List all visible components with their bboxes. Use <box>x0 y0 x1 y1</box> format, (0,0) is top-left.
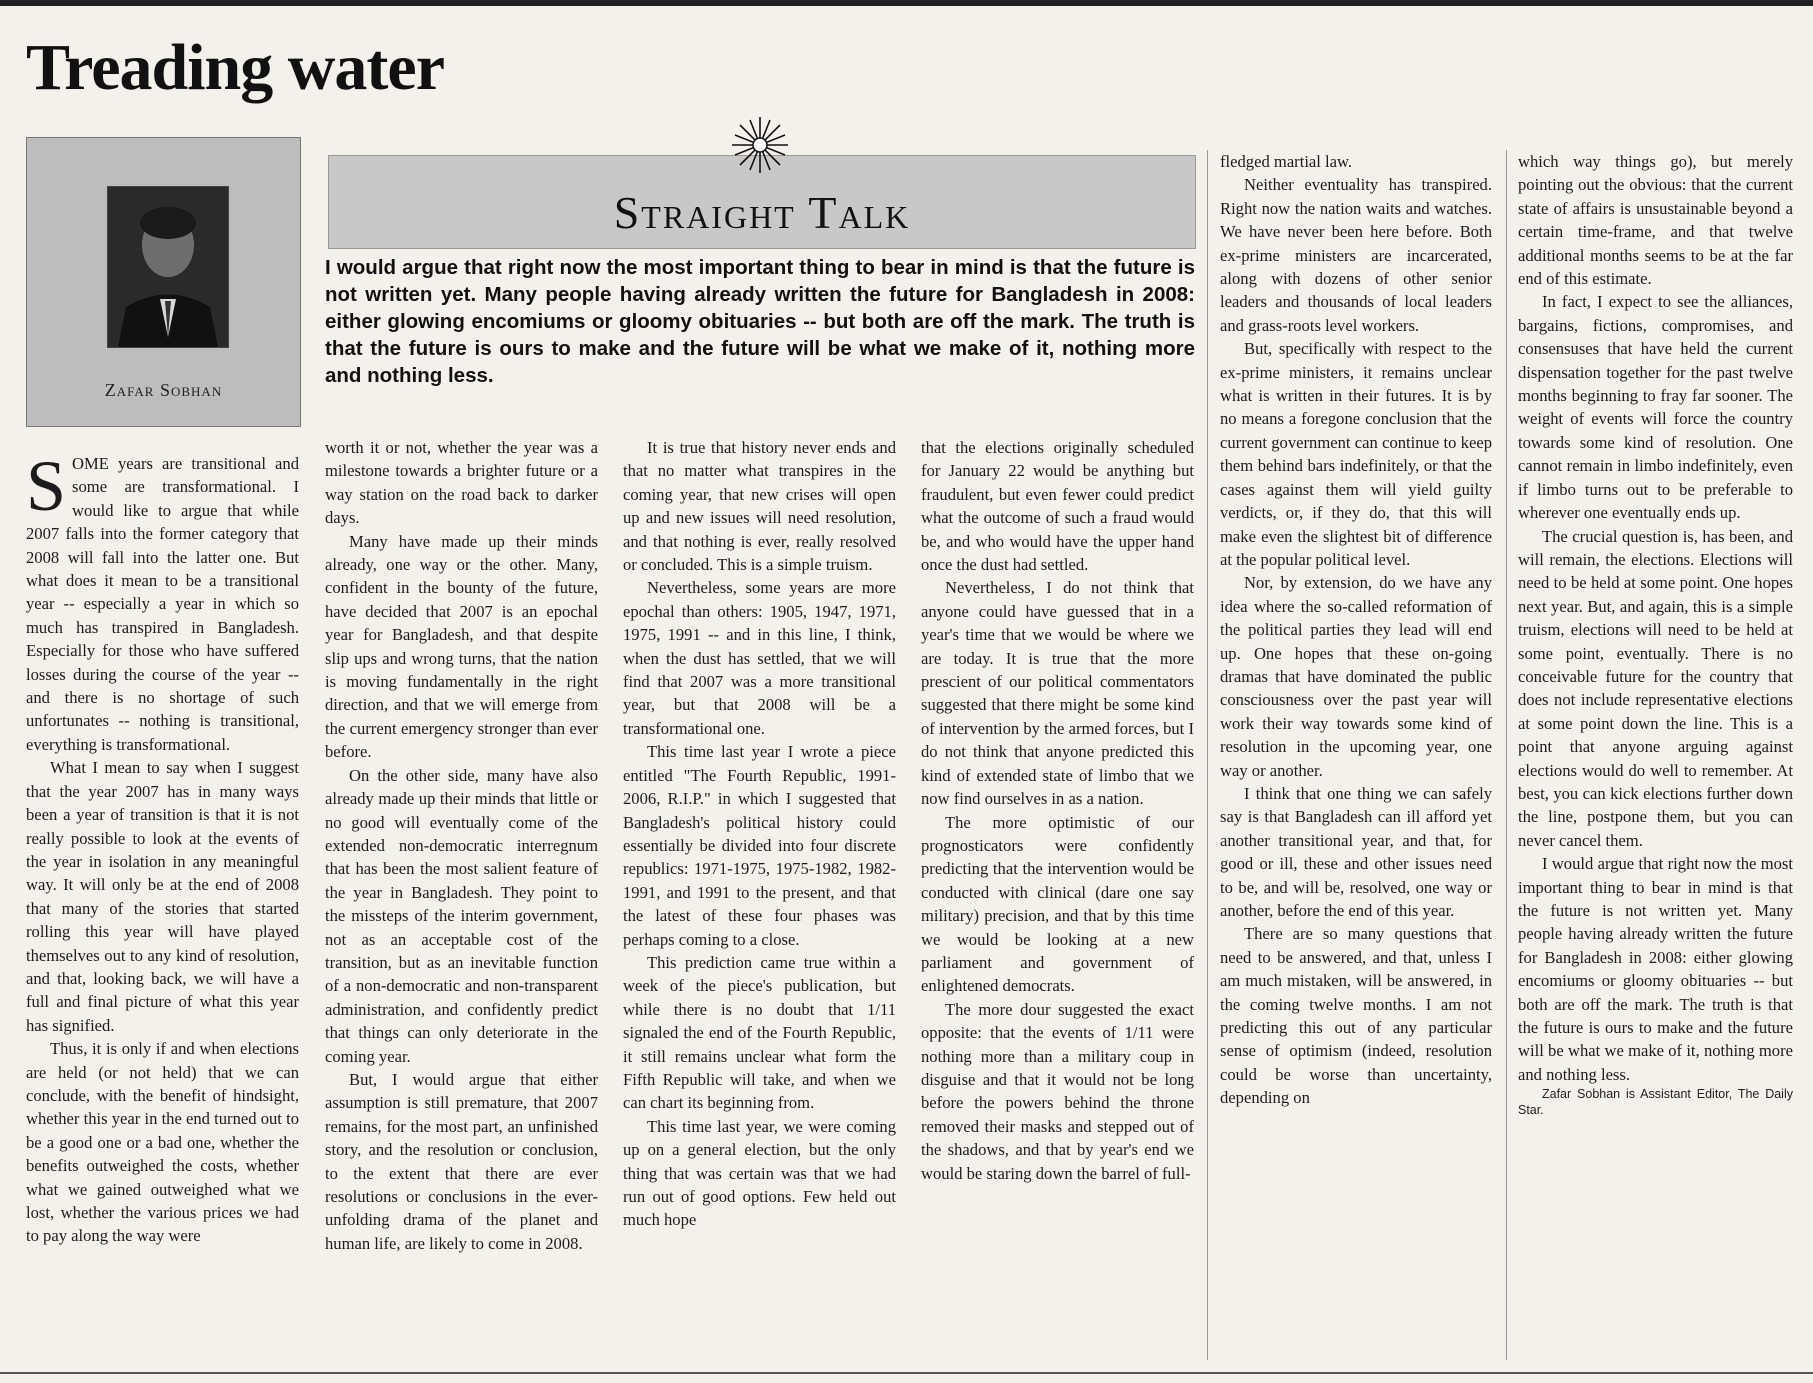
top-rule <box>0 0 1813 6</box>
article-column-5 <box>1220 150 1492 1110</box>
article-column-4 <box>921 436 1194 1185</box>
article-column-3 <box>623 436 896 1232</box>
paragraph: Nevertheless, I do not think that anyone could have guessed that in a year's time that we would be where we are today. It is true that the more prescient of our political commentators suggested that there might be some kind of intervention by the armed forces, but I do not think that anyone predicted this kind of extended state of limbo that we now find ourselves in as a nation. <box>921 578 1194 809</box>
paragraph: SOME years are transitional and some are transformational. I would like to argue that while 2007 falls into the former category that 2008 will fall into the latter one. But what does it mean to be a transitional year -- especially a year in which so much has transpired in Bangladesh. Especially for those who have suffered losses during the course of the year -- and there is no shortage of such unfortunates -- nothing is transitional, everything is transformational. <box>26 446 299 754</box>
paragraph: fledged martial law. <box>1220 152 1353 171</box>
paragraph: This time last year, we were coming up on a general election, but the only thing that was certain was that we had run out of good options. Few held out much hope <box>623 1116 896 1230</box>
paragraph: Nor, by extension, do we have any idea where the so-called reformation of the political parties they lead will end up. One hopes that these on-going dramas that have dominated the public consciousness over the past year will work their way towards some kind of resolution in the upcoming year, one way or another. <box>1220 573 1492 780</box>
paragraph: This time last year I wrote a piece entitled "The Fourth Republic, 1991-2006, R.I.P." in which I suggested that Bangladesh's political history could essentially be divided into four discrete republics: 1971-1975, 1975-1982, 1982-1991, and 1991 to the present, and that the latest of these four phases was perhaps coming to a close. <box>623 742 896 949</box>
byline: Zafar Sobhan <box>104 380 223 400</box>
paragraph: It is true that history never ends and that no matter what transpires in the coming year, that new crises will open up and new issues will need resolution, and that nothing is ever, really resolved or concluded. This is a simple truism. <box>623 438 896 575</box>
portrait-image <box>108 187 228 347</box>
pull-quote: I would argue that right now the most important thing to bear in mind is that the future is not written yet. Many people having already written the future for Bangladesh in 2008: either glowing encomiums or gloomy obituaries -- but both are off the mark. The truth is that the future is ours to make and the future will be what we make of it, nothing more and nothing less. <box>325 256 1195 387</box>
column-rule <box>1506 150 1507 1360</box>
paragraph: The more dour suggested the exact opposite: that the events of 1/11 were nothing more than a military coup in disguise and that it would not be long before the powers behind the throne removed their masks and stepped out of the shadows, and that by year's end we would be staring down the barrel of full- <box>921 999 1194 1183</box>
paragraph: The crucial question is, has been, and will remain, the elections. Elections will need to be held at some point. One hopes next year. But, and again, this is a simple truism, elections will need to be held at some point, eventually. There is no conceivable future for the country that does not include representative elections at some point down the line. This is a point that anyone arguing against elections would do well to remember. At best, you can kick elections further down the line, postpone them, but you can never cancel them. <box>1518 526 1793 850</box>
paragraph: which way things go), but merely pointing out the obvious: that the current state of affairs is unsustainable beyond a certain time-frame, and that twelve additional months seems to be at the far end of this estimate. <box>1518 152 1793 289</box>
paragraph: Nevertheless, some years are more epochal than others: 1905, 1947, 1971, 1975, 1991 -- and in this line, I think, when the dust has settled, that we will find that 2007 was a more transitional year, but that 2008 will be a transformational one. <box>623 578 896 738</box>
starburst-icon <box>730 115 790 175</box>
paragraph: Thus, it is only if and when elections are held (or not held) that we can conclude, with the benefit of hindsight, whether this year in the end turned out to be a good one or a bad one, whether the benefits outweighed the costs, whether what we gained outweighed what we lost, whether the various prices we had to pay along the way were <box>26 1039 299 1246</box>
paragraph: I would argue that right now the most important thing to bear in mind is that the future is not written yet. Many people having already written the future for Bangladesh in 2008: either glowing encomiums or gloomy obituaries -- but both are off the mark. The truth is that the future is ours to make and the future will be what we make of it, nothing more and nothing less. <box>1518 854 1793 1084</box>
article-column-2 <box>325 436 598 1255</box>
article-column-6 <box>1518 150 1793 1118</box>
paragraph: There are so many questions that need to be answered, and that, unless I am much mistaken, will be answered, in the coming twelve months. I am not predicting this out of any particular sense of optimism (indeed, resolution could be worse than uncertainty, depending on <box>1220 924 1492 1108</box>
paragraph: In fact, I expect to see the alliances, bargains, fictions, compromises, and consensuses that have held the current dispensation together for the past twelve months beginning to fray far sooner. The weight of events will force the country towards some kind of resolution. One cannot remain in limbo indefinitely, even if limbo turns out to be preferable to wherever one eventually ends up. <box>1518 292 1793 523</box>
author-photo-box <box>26 137 301 427</box>
bottom-rule <box>0 1372 1813 1374</box>
author-portrait <box>107 186 229 348</box>
paragraph: But, specifically with respect to the ex-prime ministers, it remains unclear what is written in their futures. It is by no means a foregone conclusion that the current government can continue to keep them behind bars indefinitely, or that the cases against them will yield guilty verdicts, or, if they do, that this will make even the slightest bit of difference at the popular political level. <box>1220 339 1492 569</box>
paragraph: What I mean to say when I suggest that the year 2007 has in many ways been a year of transition is that it is not really possible to look at the events of the year in isolation in any meaningful way. It will only be at the end of 2008 that many of the stories that started rolling this year will have played themselves out to any kind of resolution, and that, looking back, we will have a full and final picture of what this year has signified. <box>26 758 299 1035</box>
paragraph: Neither eventuality has transpired. Right now the nation waits and watches. We have never been here before. Both ex-prime ministers are incarcerated, along with dozens of other senior leaders and thousands of local leaders and grass-roots level workers. <box>1220 175 1492 335</box>
paragraph: that the elections originally scheduled for January 22 would be anything but fraudulent, but even fewer could predict what the outcome of such a fraud would be, and who would have the upper hand once the dust had settled. <box>921 438 1194 575</box>
paragraph: But, I would argue that either assumption is still premature, that 2007 remains, for the most part, an unfinished story, and the resolution or conclusion, to the extent that there are ever resolutions or conclusions in the ever-unfolding drama of the planet and human life, are likely to come in 2008. <box>325 1069 598 1253</box>
paragraph: worth it or not, whether the year was a milestone towards a brighter future or a way station on the road back to darker days. <box>325 438 598 528</box>
paragraph: This prediction came true within a week of the piece's publication, but while there is no doubt that 1/11 signaled the end of the Fourth Republic, it still remains unclear what form the Fifth Republic will take, and when we can chart its beginning from. <box>623 952 896 1113</box>
column-title: Straight Talk <box>613 187 911 238</box>
drop-cap: S <box>26 446 67 526</box>
paragraph: I think that one thing we can safely say is that Bangladesh can ill afford yet another transitional year, and that, for good or ill, these and other issues need to be, and will be, resolved, one way or another, before the end of this year. <box>1220 783 1492 920</box>
paragraph: Many have made up their minds already, one way or the other. Many, confident in the bounty of the future, have decided that 2007 is an epochal year for Bangladesh, and that despite slip ups and wrong turns, that the nation is moving fundamentally in the right direction, and that we will emerge from the current emergency stronger than ever before. <box>325 531 598 762</box>
paragraph: On the other side, many have also already made up their minds that little or no good will eventually come of the extended non-democratic interregnum that has been the most salient feature of the year in Bangladesh. They point to the missteps of the interim government, not as an acceptable cost of the transition, but as an inevitable function of a non-democratic and non-transparent administration, and confidently predict that things can only deteriorate in the coming year. <box>325 765 598 1066</box>
author-note: Zafar Sobhan is Assistant Editor, The Daily Star. <box>1518 1087 1793 1118</box>
paragraph: The more optimistic of our prognosticators were confidently predicting that the intervention would be conducted with clinical (dare one say military) precision, and that by this time we would be looking at a new parliament and government of enlightened democrats. <box>921 812 1194 996</box>
headline: Treading water <box>26 31 444 104</box>
article-column-1 <box>26 446 299 1248</box>
column-rule <box>1207 150 1208 1360</box>
